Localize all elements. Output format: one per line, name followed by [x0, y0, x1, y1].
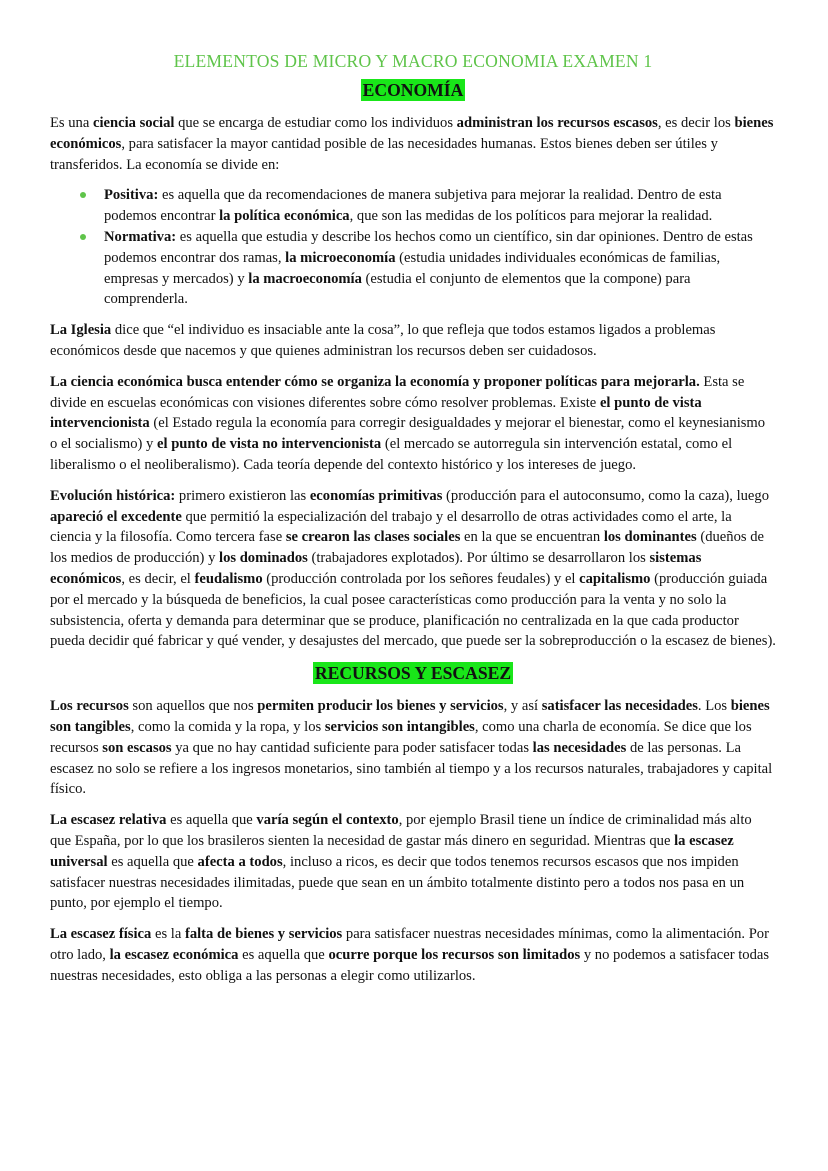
section-heading-economia — [50, 79, 776, 103]
section-heading-recursos — [50, 662, 776, 686]
list-item-positiva: Positiva: es aquella que da recomendaciones de manera subjetiva para mejorar la realidad. Dentro de esta podemos encontrar la política económica, que son las medidas de los políticos para mejorar la realidad. — [104, 185, 776, 227]
list-item-normativa: Normativa: es aquella que estudia y describe los hechos como un científico, sin dar opiniones. Dentro de estas podemos encontrar dos ramas, la microeconomía (estudia unidades individuales económicas de familias, empresas y mercados) y la macroeconomía (estudia el conjunto de elementos que la compone) para comprenderla. — [104, 227, 776, 310]
section-heading-recursos-label: RECURSOS Y ESCASEZ — [314, 663, 512, 684]
paragraph-evolucion-historica: Evolución histórica: primero existieron las economías primitivas (producción para el autoconsumo, como la caza), luego apareció el excedente que permitió la especialización del trabajo y el desarrollo de otras actividades como el arte, la ciencia y la filosofía. Como tercera fase se crearon las clases sociales en la que se encuentran los dominantes (dueños de los medios de producción) y los dominados (trabajadores explotados). Por último se desarrollaron los sistemas económicos, es decir, el feudalismo (producción controlada por los señores feudales) y el capitalismo (producción guiada por el mercado y la búsqueda de beneficios, la cual posee características como producción para la venta y no solo la subsistencia, oferta y demanda para determinar que se produce, planificación no centralizada en la que cada productor pueda decidir qué fabricar y qué vender, y desajustes del mercado, que puede ser la sobreproducción o la escasez de bienes). — [50, 487, 776, 650]
paragraph-escasez-fisica: La escasez física es la falta de bienes y servicios para satisfacer nuestras necesidades mínimas, como la alimentación. Por otro lado, la escasez económica es aquella que ocurre porque los recursos son limitados y no podemos a satisfacer todas nuestras necesidades, esto obliga a las personas a elegir como utilizarlos. — [50, 926, 770, 984]
document-title: ELEMENTOS DE MICRO Y MACRO ECONOMIA EXAMEN 1 — [173, 51, 653, 71]
paragraph-recursos: Los recursos son aquellos que nos permiten producir los bienes y servicios, y así satisfacer las necesidades. Los bienes son tangibles, como la comida y la ropa, y los servicios son intangibles, como una charla de economía. Se dice que los recursos son escasos ya que no hay cantidad suficiente para poder satisfacer todas las necesidades de las personas. La escasez no solo se refiere a los ingresos monetarios, sino también al tiempo y a los recursos naturales, trabajadores y capital físico. — [50, 698, 773, 798]
paragraph-iglesia: La Iglesia dice que “el individuo es insaciable ante la cosa”, lo que refleja que todos estamos ligados a problemas económicos desde que nacemos y que quienes administran los recursos deben ser cuidadosos. — [50, 322, 716, 359]
paragraph-ciencia-economica: La ciencia económica busca entender cómo se organiza la economía y proponer políticas para mejorarla. Esta se divide en escuelas económicas con visiones diferentes sobre cómo resolver problemas. Existe el punto de vista intervencionista (el Estado regula la economía para corregir desigualdades y mejorar el bienestar, como el keynesianismo o el socialismo) y el punto de vista no intervencionista (el mercado se autorregula sin intervención estatal, como el liberalismo o el neoliberalismo). Cada teoría depende del contexto histórico y los intereses de juego. — [50, 373, 766, 473]
section-heading-economia-label: ECONOMÍA — [362, 80, 464, 100]
paragraph-escasez-relativa: La escasez relativa es aquella que varía según el contexto, por ejemplo Brasil tiene un índice de criminalidad más alto que España, por lo que los brasileros sienten la necesidad de gastar más dinero en seguridad. Mientras que la escasez universal es aquella que afecta a todos, incluso a ricos, es decir que todos tenemos recursos escasos que nos impiden satisfacer nuestras necesidades ilimitadas, puede que sean en un ámbito totalmente distinto pero a todos nos pasa en un punto, por ejemplo el tiempo. — [50, 812, 752, 912]
economy-types-list — [50, 185, 776, 310]
paragraph-definition: Es una ciencia social que se encarga de estudiar como los individuos administran los recursos escasos, es decir los bienes económicos, para satisfacer la mayor cantidad posible de las necesidades humanas. Estos bienes deben ser útiles y transferidos. La economía se divide en: — [50, 115, 774, 173]
